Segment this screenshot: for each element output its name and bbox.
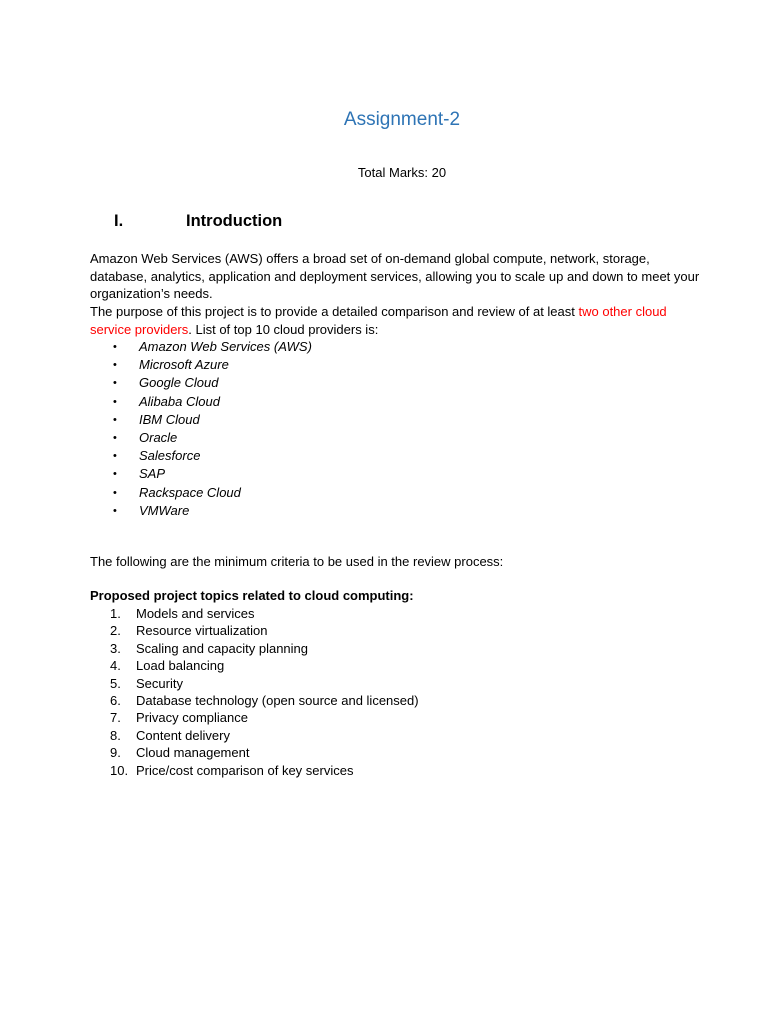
provider-name: SAP <box>139 466 166 482</box>
topic-number: 4. <box>110 658 121 674</box>
bullet-icon: • <box>113 377 117 390</box>
topic-number: 5. <box>110 675 121 691</box>
section-title: Introduction <box>186 212 283 230</box>
topic-list-item <box>110 605 419 622</box>
purpose-text-after: . List of top 10 cloud providers is: <box>188 321 379 337</box>
intro-paragraph: Amazon Web Services (AWS) offers a broad set of on-demand global compute, network, storage, database, analytics, application and deployment services, allowing you to scale up and down to meet your organization’s needs. <box>90 251 700 301</box>
provider-name: VMWare <box>139 502 190 518</box>
document-title: Assignment-2 <box>343 109 461 130</box>
topic-list-item <box>110 727 419 744</box>
purpose-paragraph <box>90 303 710 338</box>
criteria-intro: The following are the minimum criteria to be used in the review process: <box>90 554 504 569</box>
topic-text: Price/cost comparison of key services <box>136 762 354 778</box>
provider-name: IBM Cloud <box>139 411 200 427</box>
providers-list <box>110 338 312 520</box>
provider-list-item <box>110 393 312 411</box>
topic-number: 1. <box>110 606 121 621</box>
section-heading <box>114 211 282 232</box>
provider-list-item <box>110 484 312 502</box>
topic-number: 3. <box>110 640 121 656</box>
topic-list-item <box>110 675 419 692</box>
bullet-icon: • <box>113 486 117 499</box>
bullet-icon: • <box>113 359 117 372</box>
topic-text: Content delivery <box>136 727 230 743</box>
topic-number: 10. <box>110 762 129 778</box>
provider-list-item <box>110 338 312 356</box>
provider-list-item <box>110 465 312 483</box>
topic-text: Resource virtualization <box>136 623 268 639</box>
bullet-icon: • <box>113 450 117 463</box>
provider-name: Oracle <box>139 429 178 445</box>
provider-name: Salesforce <box>139 448 201 464</box>
topic-list-item <box>110 640 419 657</box>
topic-list-item <box>110 692 419 709</box>
purpose-text-before: The purpose of this project is to provide a detailed comparison and review of at least <box>90 304 579 319</box>
bullet-icon: • <box>113 504 117 517</box>
topic-number: 9. <box>110 745 121 761</box>
provider-list-item <box>110 447 312 465</box>
topic-number: 7. <box>110 710 121 726</box>
bullet-icon: • <box>113 468 117 481</box>
provider-name: Alibaba Cloud <box>139 393 220 409</box>
topics-heading: Proposed project topics related to cloud computing: <box>90 588 414 603</box>
topic-number: 2. <box>110 623 121 639</box>
topic-text: Models and services <box>136 606 255 621</box>
provider-list-item <box>110 502 312 520</box>
section-number: I. <box>114 212 124 230</box>
bullet-icon: • <box>113 413 117 426</box>
topic-list-item <box>110 657 419 674</box>
provider-name: Amazon Web Services (AWS) <box>139 339 312 354</box>
topic-number: 8. <box>110 727 121 743</box>
provider-list-item <box>110 411 312 429</box>
topic-text: Scaling and capacity planning <box>136 640 309 656</box>
bullet-icon: • <box>113 431 117 444</box>
topic-text: Database technology (open source and licensed) <box>136 692 419 708</box>
provider-list-item <box>110 429 312 447</box>
provider-list-item <box>110 374 312 392</box>
total-marks: Total Marks: 20 <box>357 165 447 180</box>
topic-text: Load balancing <box>136 658 225 674</box>
topic-list-item <box>110 709 419 726</box>
topic-text: Security <box>136 675 183 691</box>
topic-list-item <box>110 622 419 639</box>
provider-list-item <box>110 356 312 374</box>
topics-list <box>110 605 419 779</box>
topic-list-item <box>110 762 419 779</box>
topic-text: Cloud management <box>136 745 250 761</box>
topic-number: 6. <box>110 692 121 708</box>
bullet-icon: • <box>113 395 117 408</box>
topic-list-item <box>110 744 419 761</box>
bullet-icon: • <box>113 341 117 353</box>
provider-name: Google Cloud <box>139 375 219 391</box>
purpose-highlight: two other cloud service providers <box>90 304 667 337</box>
provider-name: Rackspace Cloud <box>139 484 241 500</box>
topic-text: Privacy compliance <box>136 710 248 726</box>
provider-name: Microsoft Azure <box>139 357 229 373</box>
